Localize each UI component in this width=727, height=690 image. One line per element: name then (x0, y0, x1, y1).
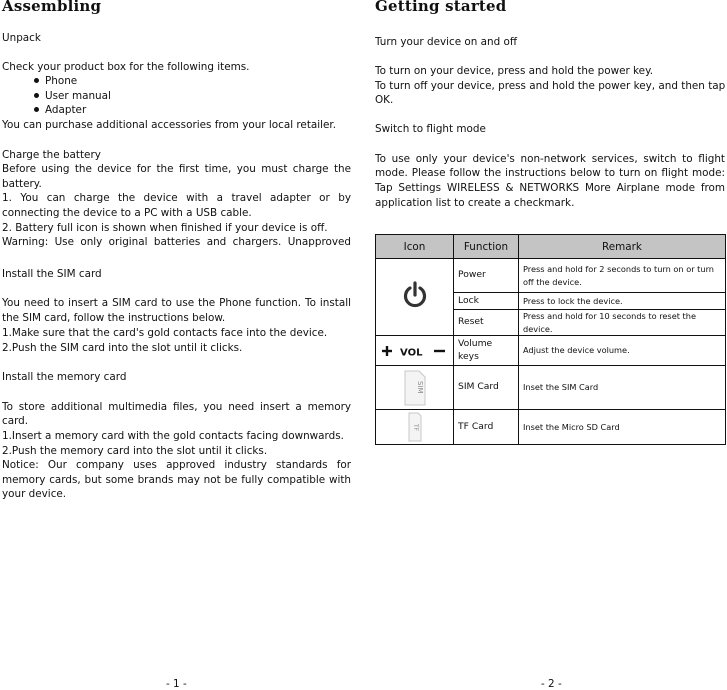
bullet-icon (34, 107, 39, 112)
sim-label: SIM (415, 380, 424, 394)
notice-text-3: your device. (2, 488, 67, 500)
table-cell: Inset the Micro SD Card (519, 410, 726, 445)
table-header: Function (454, 235, 519, 259)
volume-icon-cell (376, 336, 454, 366)
table-header: Icon (376, 235, 454, 259)
page-number: - 2 - (541, 678, 562, 690)
flight-text-4: application list to create a checkmark. (375, 197, 575, 209)
tf-card-icon (405, 411, 425, 443)
power-icon (402, 280, 428, 314)
vol-label: VOL (399, 347, 422, 358)
tf-label: TF (411, 424, 419, 432)
check-box-text: Check your product box for the following items. (2, 61, 250, 73)
sim-step-2: 2.Push the SIM card into the slot until it clicks. (2, 342, 243, 354)
charge-paragraph: Before using the device for the first time, you must charge the (2, 163, 351, 175)
charge-step-1: 1. You can charge the device with a travel adapter or by (2, 192, 351, 204)
volume-keys-icon (378, 342, 452, 360)
sim-card-icon (402, 369, 428, 407)
sim-step-1: 1.Make sure that the card's gold contacts face into the device. (2, 327, 328, 339)
onoff-title: Turn your device on and off (375, 36, 518, 48)
table-cell: Press to lock the device. (519, 293, 726, 310)
table-header-row (376, 235, 726, 259)
page-title: Getting started (375, 0, 507, 15)
table-row (376, 366, 726, 410)
sim-icon-cell (376, 366, 454, 410)
table-cell: Lock (454, 293, 519, 310)
sim-paragraph-end: the SIM card, follow the instructions below. (2, 312, 226, 324)
flight-text-1: To use only your device's non-network services, switch to flight (375, 153, 725, 165)
table-row (376, 336, 726, 366)
memory-paragraph: To store additional multimedia files, you need insert a memory (2, 401, 351, 413)
table-cell: Press and hold for 2 seconds to turn on or turn off the device. (519, 259, 726, 293)
table-cell: Press and hold for 10 seconds to reset the device. (519, 310, 726, 336)
keys-table (375, 234, 726, 445)
charge-title: Charge the battery (2, 149, 101, 161)
unpack-title: Unpack (2, 32, 41, 44)
table-row (376, 259, 726, 293)
table-row (376, 410, 726, 445)
bullet-icon (34, 93, 39, 98)
page-title: Assembling (2, 0, 102, 15)
flight-text-2: mode. Please follow the instructions below to turn on flight mode: (375, 167, 725, 179)
warning-text: Warning: Use only original batteries and chargers. Unapproved (2, 236, 351, 248)
charge-step-2: 2. Battery full icon is shown when finished if your device is off. (2, 222, 328, 234)
table-cell: Inset the SIM Card (519, 366, 726, 410)
table-cell: Power (454, 259, 519, 293)
sim-paragraph: You need to insert a SIM card to use the Phone function. To install (2, 297, 351, 309)
table-cell: Adjust the device volume. (519, 336, 726, 366)
accessories-text: You can purchase additional accessories from your local retailer. (2, 119, 337, 131)
notice-text: Notice: Our company uses approved industry standards for (2, 459, 351, 471)
table-cell: SIM Card (454, 366, 519, 410)
tf-icon-cell (376, 410, 454, 445)
power-icon-cell (376, 259, 454, 336)
flight-text-3: Tap Settings WIRELESS & NETWORKS More Airplane mode from (375, 182, 725, 194)
turn-off-text-end: OK. (375, 94, 394, 106)
turn-off-text: To turn off your device, press and hold the power key, and then tap (375, 80, 726, 92)
notice-text-2: memory cards, but some brands may not be fully compatible with (2, 474, 351, 486)
bullet-icon (34, 78, 39, 83)
table-header: Remark (519, 235, 726, 259)
memory-step-1: 1.Insert a memory card with the gold contacts facing downwards. (2, 430, 344, 442)
charge-step-1-end: connecting the device to a PC with a USB cable. (2, 207, 252, 219)
flight-title: Switch to flight mode (375, 123, 486, 135)
memory-step-2: 2.Push the memory card into the slot until it clicks. (2, 445, 268, 457)
table-cell: TF Card (454, 410, 519, 445)
table-cell: Reset (454, 310, 519, 336)
turn-on-text: To turn on your device, press and hold the power key. (375, 65, 654, 77)
memory-title: Install the memory card (2, 371, 127, 383)
page-number: - 1 - (166, 678, 187, 690)
memory-paragraph-end: card. (2, 415, 29, 427)
table-cell: Volume keys (454, 336, 519, 366)
sim-title: Install the SIM card (2, 268, 102, 280)
charge-paragraph-end: battery. (2, 178, 42, 190)
